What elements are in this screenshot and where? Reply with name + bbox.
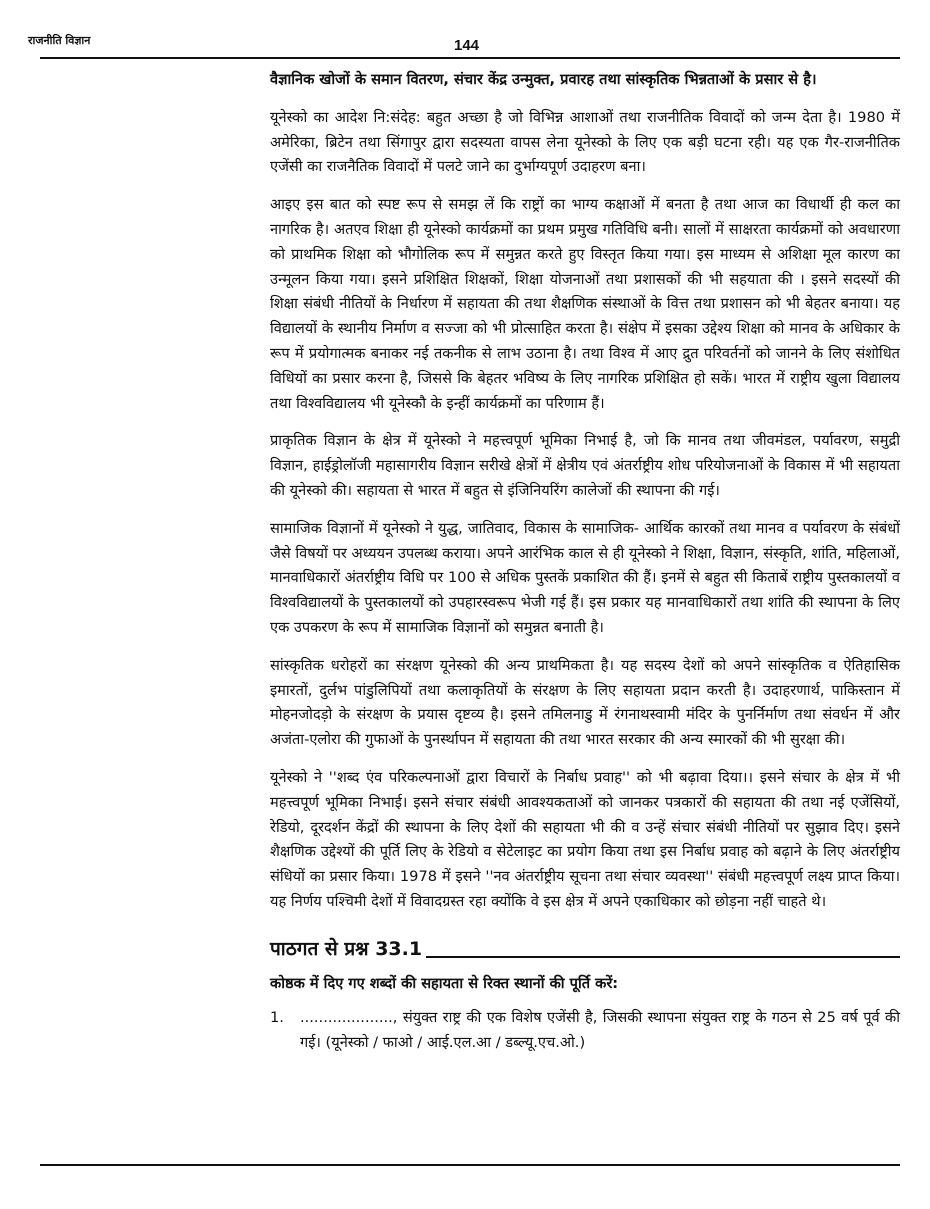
running-title: राजनीति विज्ञान <box>28 34 91 47</box>
paragraph: सांस्कृतिक धरोहरों का संरक्षण यूनेस्को की अन्य प्राथमिकता है। यह सदस्य देशों को अपने सांस्कृतिक व ऐतिहासिक इमारतों, दुर्लभ पांडुलिपियों तथा कलाकृतियों के संरक्षण के लिए सहायता प्रदान करती है। उदाहरणार्थ, पाकिस्तान में मोहनजोदड़ो के संरक्षण के प्रयास दृष्टव्य है। इसने तमिलनाडु में रंगनाथस्वामी मंदिर के पुनर्निर्माण तथा संवर्धन में और अजंता-एलोरा की गुफाओं के पुनर्स्थापन में सहायता की तथा भारत सरकार की अन्य स्मारकों की भी सुरक्षा की। <box>270 656 900 749</box>
footer-rule <box>40 1164 900 1166</box>
question-item <box>270 1006 900 1056</box>
page-number: 144 <box>454 37 480 54</box>
question-section-heading <box>270 937 900 962</box>
question-number: 1. <box>270 1009 284 1027</box>
paragraph: आइए इस बात को स्पष्ट रूप से समझ लें कि राष्ट्रों का भाग्य कक्षाओं में बनता है तथा आज का विधार्थी ही कल का नागरिक है। अतएव शिक्षा ही यूनेस्को कार्यक्रमों का प्रथम प्रमुख गतिविधि बनी। सालों में साक्षरता कार्यक्रमों को अवधारणा को प्राथमिक शिक्षा को भौगोलिक रूप में समुन्नत करते हुए विस्तृत किया गया। इस माध्यम से अशिक्षा मूल कारण का उन्मूलन किया गया। इसने प्रशिक्षित शिक्षकों, शिक्षा योजनाओं तथा प्रशासकों की भी सहयाता की । इसने सदस्यों की शिक्षा संबंधी नीतियों के निर्धारण में सहायता की तथा शैक्षणिक संस्थाओं के वित्त तथा प्रशासन को भी बेहतर बनाया। यह विद्यालयों के स्थानीय निर्माण व सज्जा को भी प्रोत्साहित करता है। संक्षेप में इसका उद्देश्य शिक्षा को मानव के अधिकार के रूप में प्रयोगात्मक बनाकर नई तकनीक से लाभ उठाना है। तथा विश्व में आए द्रुत परिवर्तनों को जानने के लिए संशोधित विधियों का प्रसार करना है, जिससे कि बेहतर भविष्य के लिए नागरिक प्रशिक्षित हो सकें। भारत में राष्ट्रीय खुला विद्यालय तथा विश्वविद्यालय भी यूनेस्कौ के इन्हीं कार्यक्रमों का परिणाम हैं। <box>270 196 900 412</box>
heading-rule <box>426 956 900 958</box>
question-instruction: कोष्ठक में दिए गए शब्दों की सहायता से रिक्त स्थानों की पूर्ति करें: <box>270 974 619 992</box>
paragraph: यूनेस्को का आदेश नि:संदेह: बहुत अच्छा है जो विभिन्न आशाओं तथा राजनीतिक विवादों को जन्म देता है। 1980 में अमेरिका, ब्रिटेन तथा सिंगापुर द्वारा सदस्यता वापस लेना यूनेस्को के लिए एक बड़ी घटना रही। यह एक गैर-राजनीतिक एजेंसी का राजनैतिक विवादों में पलटे जाने का दुर्भाग्यपूर्ण उदाहरण बना। <box>270 108 900 176</box>
question-text: ...................., संयुक्त राष्ट्र की एक विशेष एजेंसी है, जिसकी स्थापना संयुक्त राष्ट्र के गठन से 25 वर्ष पूर्व की गई। (यूनेस्को / फाओ / आई.एल.आ / डब्ल्यू.एच.ओ.) <box>300 1009 900 1052</box>
paragraph: वैज्ञानिक खोजों के समान वितरण, संचार केंद्र उन्मुक्त, प्रवारह तथा सांस्कृतिक भिन्नताओं के प्रसार से है। <box>270 71 817 88</box>
header-rule <box>40 57 900 59</box>
paragraph: सामाजिक विज्ञानों में यूनेस्को ने युद्ध, जातिवाद, विकास के सामाजिक- आर्थिक कारकों तथा मानव व पर्यावरण के संबंधों जैसे विषयों पर अध्ययन उपलब्ध कराया। अपने आरंभिक काल से ही यूनेस्को ने शिक्षा, विज्ञान, संस्कृति, शांति, महिलाओं, मानवाधिकारों अंतर्राष्ट्रीय विधि पर 100 से अधिक पुस्तकें प्रकाशित की हैं। इनमें से बहुत सी किताबें राष्ट्रीय पुस्तकालयों व विश्वविद्यालयों के पुस्तकालयों को उपहारस्वरूप भेजी गई हैं। इस प्रकार यह मानवाधिकारों तथा शांति की स्थापना के लिए एक उपकरण के रूप में सामाजिक विज्ञानों को समुन्नत बनाती है। <box>270 519 900 636</box>
question-heading-text: पाठगत से प्रश्न 33.1 <box>270 937 423 960</box>
paragraph: प्राकृतिक विज्ञान के क्षेत्र में यूनेस्को ने महत्त्वपूर्ण भूमिका निभाई है, जो कि मानव तथा जीवमंडल, पर्यावरण, समुद्री विज्ञान, हाईड्रोलॉजी महासागरीय विज्ञान सरीखे क्षेत्रों में क्षेत्रीय एवं अंतर्राष्ट्रीय शोध परियोजनाओं के विकास में भी सहायता की यूनेस्को की। सहायता से भारत में बहुत से इंजिनियरिंग कालेजों की स्थापना की गई। <box>270 432 900 499</box>
paragraph: यूनेस्को ने ''शब्द एंव परिकल्पनाओं द्वारा विचारों के निर्बाध प्रवाह'' को भी बढ़ावा दिया।। इसने संचार के क्षेत्र में भी महत्त्वपूर्ण भूमिका निभाई। इसने संचार संबंधी आवश्यकताओं को जानकर पत्रकारों की सहायता की तथा नई एजेंसियों, रेडियो, दूरदर्शन केंद्रों की स्थापना के लिए देशों की सहायता भी की व उन्हें संचार संबंधी नीतियों पर सुझाव दिए। इसने शैक्षणिक उद्देश्यों की पूर्ति लिए के रेडियो व सेटेलाइट का प्रयोग किया तथा इस निर्बाध प्रवाह को बढ़ाने के लिए अंतर्राष्ट्रीय संधियों का प्रसार किया। 1978 में इसने ''नव अंतर्राष्ट्रीय सूचना तथा संचार व्यवस्था'' संबंधी महत्त्वपूर्ण लक्ष्य प्राप्त किया। यह निर्णय पश्चिमी देशों में विवादग्रस्त रहा क्योंकि वे इस क्षेत्र में अपने एकाधिकार को छोड़ना नहीं चाहते थे। <box>270 768 900 910</box>
body-column <box>270 68 900 1056</box>
